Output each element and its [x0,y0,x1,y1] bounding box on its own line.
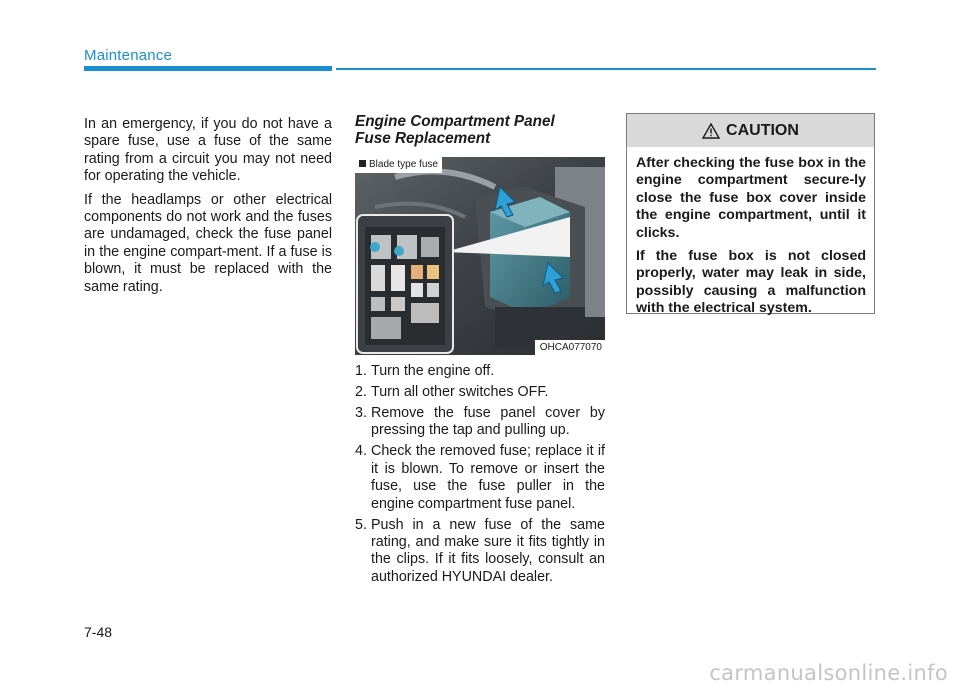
caution-paragraph-2: If the fuse box is not closed properly, water may leak in side, possibly causing a malfunction with the electrical system. [636,248,866,317]
step-number: 1. [355,363,367,379]
intro-paragraph-1: In an emergency, if you do not have a spare fuse, use a fuse of the same rating from a circuit you may not need for operating the vehicle. [84,116,332,185]
bullet-square-icon [359,160,366,167]
section-title: Maintenance [84,47,173,64]
step-text: Check the removed fuse; replace it if it is blown. To remove or insert the fuse, use the fuse puller in the engine compartment fuse panel. [371,443,605,512]
figure-code: OHCA077070 [535,340,605,355]
header-rule-thick [84,66,332,71]
step-item [355,384,605,401]
step-item [355,517,605,587]
step-number: 5. [355,516,367,533]
fuse-replacement-column [355,113,605,585]
step-text: Turn all other switches OFF. [371,384,549,400]
step-item [355,363,605,380]
caution-paragraph-1: After checking the fuse box in the engine compartment secure-ly close the fuse box cover inside the engine compartment, until it clicks. [636,155,866,241]
intro-paragraph-2: If the headlamps or other electrical components do not work and the fuses are undamaged, check the fuse panel in the engine compart-ment. If a fuse is blown, it must be replaced with the same rating. [84,191,332,295]
watermark: carmanualsonline.info [709,661,948,685]
step-item [355,405,605,440]
step-number: 3. [355,405,367,421]
figure-label-text: Blade type fuse [369,159,438,170]
figure-label [355,157,442,173]
engine-compartment-illustration [355,157,605,355]
step-number: 2. [355,384,367,400]
header-rule-thin [336,68,876,70]
caution-title: CAUTION [726,121,799,139]
intro-column [84,116,332,302]
page-number: 7-48 [84,624,113,640]
step-text: Turn the engine off. [371,363,495,379]
caution-body [627,147,874,318]
steps-list [355,363,605,590]
step-number: 4. [355,443,367,460]
section-heading [355,113,605,147]
fuse-box-photo [355,157,605,355]
step-item [355,443,605,513]
section-heading-line-2: Fuse Replacement [355,130,491,147]
warning-triangle-icon [702,123,720,139]
step-text: Remove the fuse panel cover by pressing the tap and pulling up. [371,405,605,439]
section-heading-line-1: Engine Compartment Panel [355,113,555,130]
caution-header [627,114,874,147]
step-text: Push in a new fuse of the same rating, and make sure it fits tightly in the clips. If it fits loosely, consult an authorized HYUNDAI dealer. [371,516,605,585]
caution-box [626,113,875,317]
